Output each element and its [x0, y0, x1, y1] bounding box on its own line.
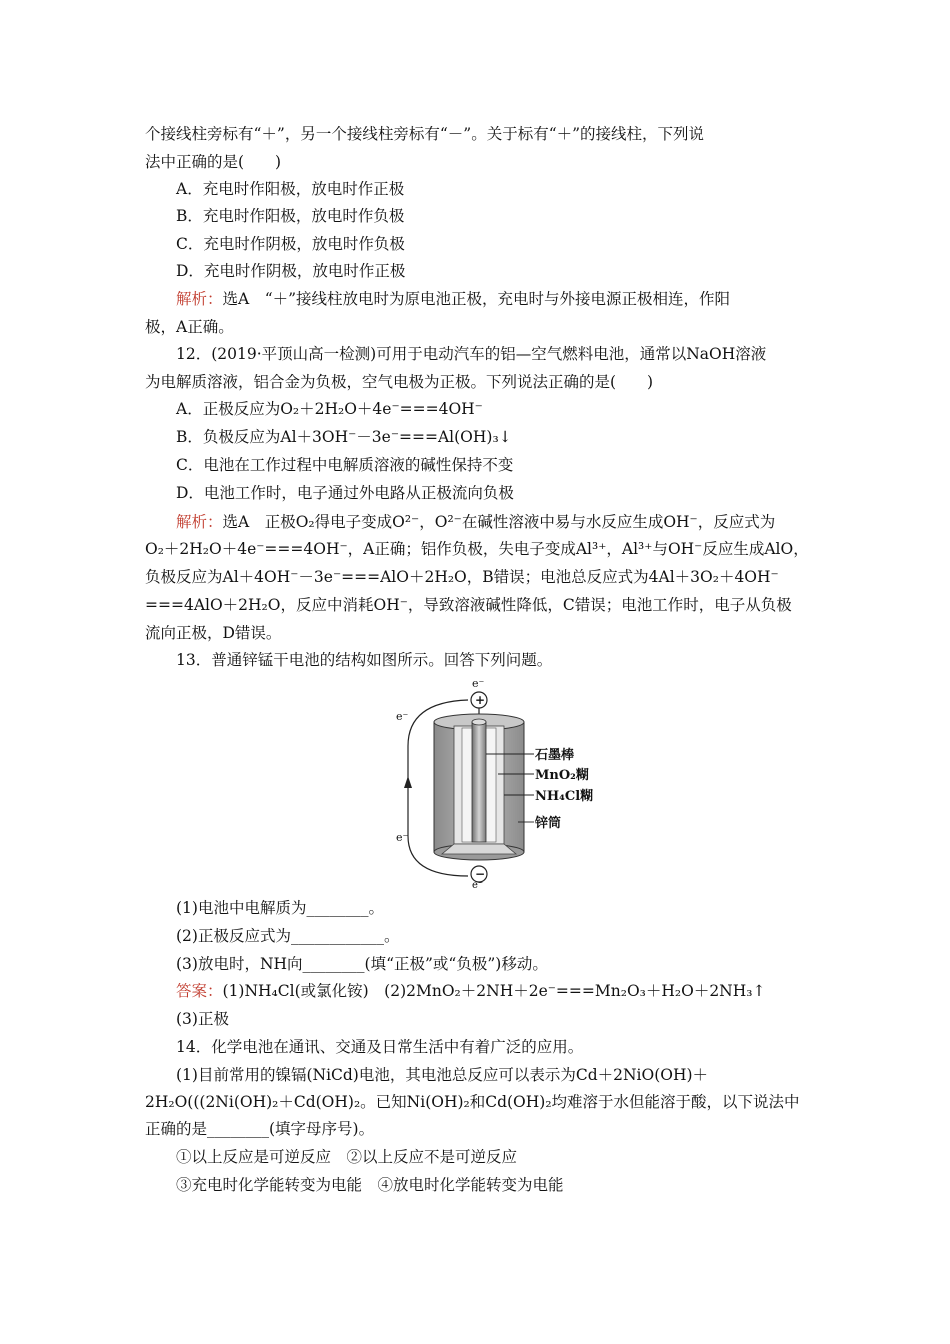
q14-sub1-line3: 正确的是________(填字母序号)。	[145, 1120, 375, 1138]
graphite-rod	[472, 722, 486, 842]
q13-sub1: (1)电池中电解质为________。	[176, 899, 384, 917]
label-graphite-rod: 石墨棒	[535, 748, 575, 763]
label-zinc-can: 锌筒	[535, 816, 562, 831]
q11-option-d: D．充电时作阴极，放电时作正极	[176, 262, 406, 280]
q13-answer-text: (1)NH₄Cl(或氯化铵) (2)2MnO₂＋2NH＋2e⁻===Mn₂O₃＋H₂O＋2NH₃↑	[222, 982, 766, 1000]
q11-analysis-line1	[176, 288, 841, 310]
e-bottom-label: e⁻	[472, 880, 484, 891]
minus-sign: −	[475, 867, 486, 881]
q11-option-b: B．充电时作阳极，放电时作负极	[176, 207, 405, 225]
q13-sub2: (2)正极反应式为____________。	[176, 927, 400, 945]
q12-analysis-line2: O₂＋2H₂O＋4e⁻===4OH⁻，A正确；铝作负极，失电子变成Al³⁺，Al³⁺与OH⁻反应生成AlO，	[145, 540, 809, 558]
q12-option-d: D．电池工作时，电子通过外电路从正极流向负极	[176, 484, 514, 502]
q14-stem: 14．化学电池在通讯、交通及日常生活中有着广泛的应用。	[176, 1038, 584, 1056]
q12-stem-line2: 为电解质溶液，铝合金为负极，空气电极为正极。下列说法正确的是( )	[145, 373, 654, 391]
q11-stem-line1: 个接线柱旁标有“＋”，另一个接线柱旁标有“－”。关于标有“＋”的接线柱，下列说	[145, 125, 705, 143]
q12-analysis-label: 解析：	[176, 513, 223, 531]
label-mno2-paste: MnO₂糊	[535, 768, 589, 783]
plus-sign: +	[475, 693, 486, 707]
q13-answer-label: 答案：	[176, 982, 223, 1000]
wire-arrow-up	[404, 776, 412, 788]
q13-stem: 13．普通锌锰干电池的结构如图所示。回答下列问题。	[176, 651, 553, 669]
q14-choices-line2: ③充电时化学能转变为电能 ④放电时化学能转变为电能	[176, 1176, 564, 1194]
e-left-top-label: e⁻	[396, 710, 409, 723]
q12-analysis-line4: ===4AlO＋2H₂O，反应中消耗OH⁻，导致溶液碱性降低，C错误；电池工作时，电子从负极	[145, 596, 792, 614]
q12-analysis-line5: 流向正极，D错误。	[145, 624, 282, 642]
q11-option-a: A．充电时作阳极，放电时作正极	[176, 180, 405, 198]
q12-stem-line1: 12．(2019·平顶山高一检测)可用于电动汽车的铝—空气燃料电池，通常以NaOH溶液	[176, 345, 767, 363]
q12-option-c: C．电池在工作过程中电解质溶液的碱性保持不变	[176, 456, 514, 474]
q14-sub1-line1: (1)目前常用的镍镉(NiCd)电池，其电池总反应可以表示为Cd＋2NiO(OH)＋	[176, 1066, 709, 1084]
e-left-bottom-label: e⁻	[396, 831, 409, 844]
q12-analysis-line1	[176, 511, 841, 533]
q13-answer-line2: (3)正极	[176, 1010, 229, 1028]
q13-answer-line1	[176, 980, 841, 1002]
q12-analysis-line3: 负极反应为Al＋4OH⁻－3e⁻===AlO＋2H₂O，B错误；电池总反应式为4Al＋3O₂＋4OH⁻	[145, 568, 779, 586]
battery-diagram	[396, 676, 594, 891]
q12-analysis-text: 选A 正极O₂得电子变成O²⁻，O²⁻在碱性溶液中易与水反应生成OH⁻，反应式为	[222, 513, 776, 531]
q11-analysis-line2: 极，A正确。	[145, 318, 234, 336]
q11-option-c: C．充电时作阴极，放电时作负极	[176, 235, 405, 253]
q11-analysis-label: 解析：	[176, 290, 223, 308]
q14-choices-line1: ①以上反应是可逆反应 ②以上反应不是可逆反应	[176, 1148, 518, 1166]
q11-analysis-text: 选A “＋”接线柱放电时为原电池正极，充电时与外接电源正极相连，作阳	[222, 290, 731, 308]
q13-sub3: (3)放电时，NH向________(填“正极”或“负极”)移动。	[176, 955, 548, 973]
label-nh4cl-paste: NH₄Cl糊	[535, 789, 594, 804]
q12-option-a: A．正极反应为O₂＋2H₂O＋4e⁻===4OH⁻	[176, 400, 483, 418]
q12-option-b: B．负极反应为Al＋3OH⁻－3e⁻===Al(OH)₃↓	[176, 428, 512, 446]
e-top-label: e⁻	[472, 677, 485, 690]
q11-stem-line2: 法中正确的是( )	[145, 153, 282, 171]
q14-sub1-line2: 2H₂O(((2Ni(OH)₂＋Cd(OH)₂。已知Ni(OH)₂和Cd(OH)₂均难溶于水但能溶于酸，以下说法中	[145, 1093, 800, 1111]
